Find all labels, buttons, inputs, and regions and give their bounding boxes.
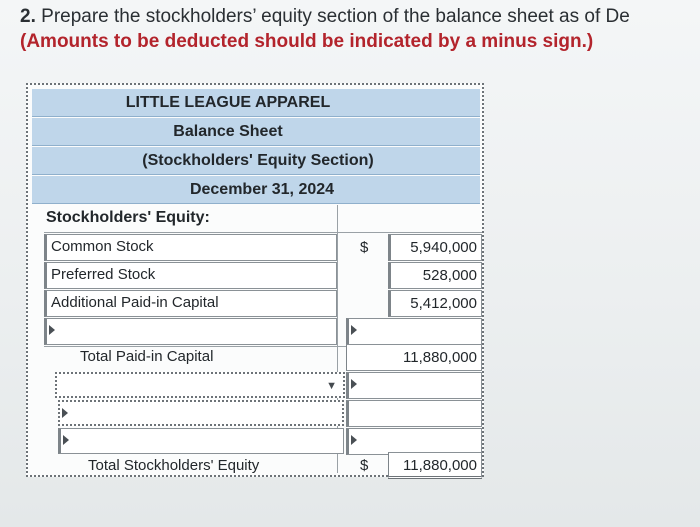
preferred-stock-label-field[interactable] bbox=[44, 262, 337, 289]
preferred-stock-amount-input[interactable]: 528,000 bbox=[388, 262, 482, 289]
apic-label: Additional Paid-in Capital bbox=[51, 294, 219, 311]
preferred-stock-label: Preferred Stock bbox=[51, 266, 156, 283]
adjustment-amount-input-2[interactable] bbox=[346, 400, 482, 427]
total-equity-label: Total Stockholders' Equity bbox=[88, 457, 260, 474]
row-marker-icon bbox=[351, 325, 357, 335]
apic-amount-input[interactable]: 5,412,000 bbox=[388, 290, 482, 317]
row-marker-icon bbox=[63, 435, 69, 445]
adjustment-amount-input-3[interactable] bbox=[346, 428, 482, 455]
currency-symbol: $ bbox=[360, 239, 369, 256]
header-date bbox=[32, 176, 480, 204]
row-marker-icon bbox=[351, 435, 357, 445]
common-stock-label: Common Stock bbox=[51, 238, 154, 255]
common-stock-label-field[interactable] bbox=[44, 234, 337, 261]
statement-subtitle: (Stockholders' Equity Section) bbox=[142, 151, 374, 169]
adjustment-amount-input-1[interactable] bbox=[346, 372, 482, 399]
blank-label-field[interactable] bbox=[44, 318, 337, 345]
section-label: Stockholders' Equity: bbox=[46, 209, 210, 226]
adjustment-label-field-2[interactable] bbox=[58, 400, 344, 426]
chevron-down-icon: ▼ bbox=[326, 380, 337, 392]
company-name: LITTLE LEAGUE APPAREL bbox=[125, 93, 331, 111]
total-paid-in-label: Total Paid-in Capital bbox=[80, 348, 214, 365]
row-marker-icon bbox=[62, 408, 68, 418]
statement-date: December 31, 2024 bbox=[189, 180, 335, 198]
question-number: 2. bbox=[20, 6, 36, 27]
total-equity-amount-input[interactable]: 11,880,000 bbox=[388, 452, 482, 479]
question-text: Prepare the stockholders’ equity section of the balance sheet as of De bbox=[41, 6, 630, 27]
adjustment-select[interactable] bbox=[55, 372, 345, 398]
total-paid-in-amount-input[interactable]: 11,880,000 bbox=[346, 344, 482, 371]
question-title bbox=[20, 6, 630, 28]
apic-label-field[interactable] bbox=[44, 290, 337, 317]
statement-title: Balance Sheet bbox=[173, 122, 283, 140]
header-title bbox=[32, 118, 480, 146]
row-divider bbox=[44, 232, 482, 233]
header-company bbox=[32, 89, 480, 117]
question-note: (Amounts to be deducted should be indicated by a minus sign.) bbox=[20, 31, 594, 52]
row-marker-icon bbox=[49, 325, 55, 335]
row-marker-icon bbox=[351, 379, 357, 389]
header-subtitle bbox=[32, 147, 480, 175]
currency-symbol: $ bbox=[360, 457, 369, 474]
adjustment-label-field-3[interactable] bbox=[58, 428, 344, 454]
balance-sheet-worksheet bbox=[26, 83, 484, 477]
blank-amount-input[interactable] bbox=[346, 318, 482, 345]
common-stock-amount-input[interactable]: 5,940,000 bbox=[388, 234, 482, 261]
